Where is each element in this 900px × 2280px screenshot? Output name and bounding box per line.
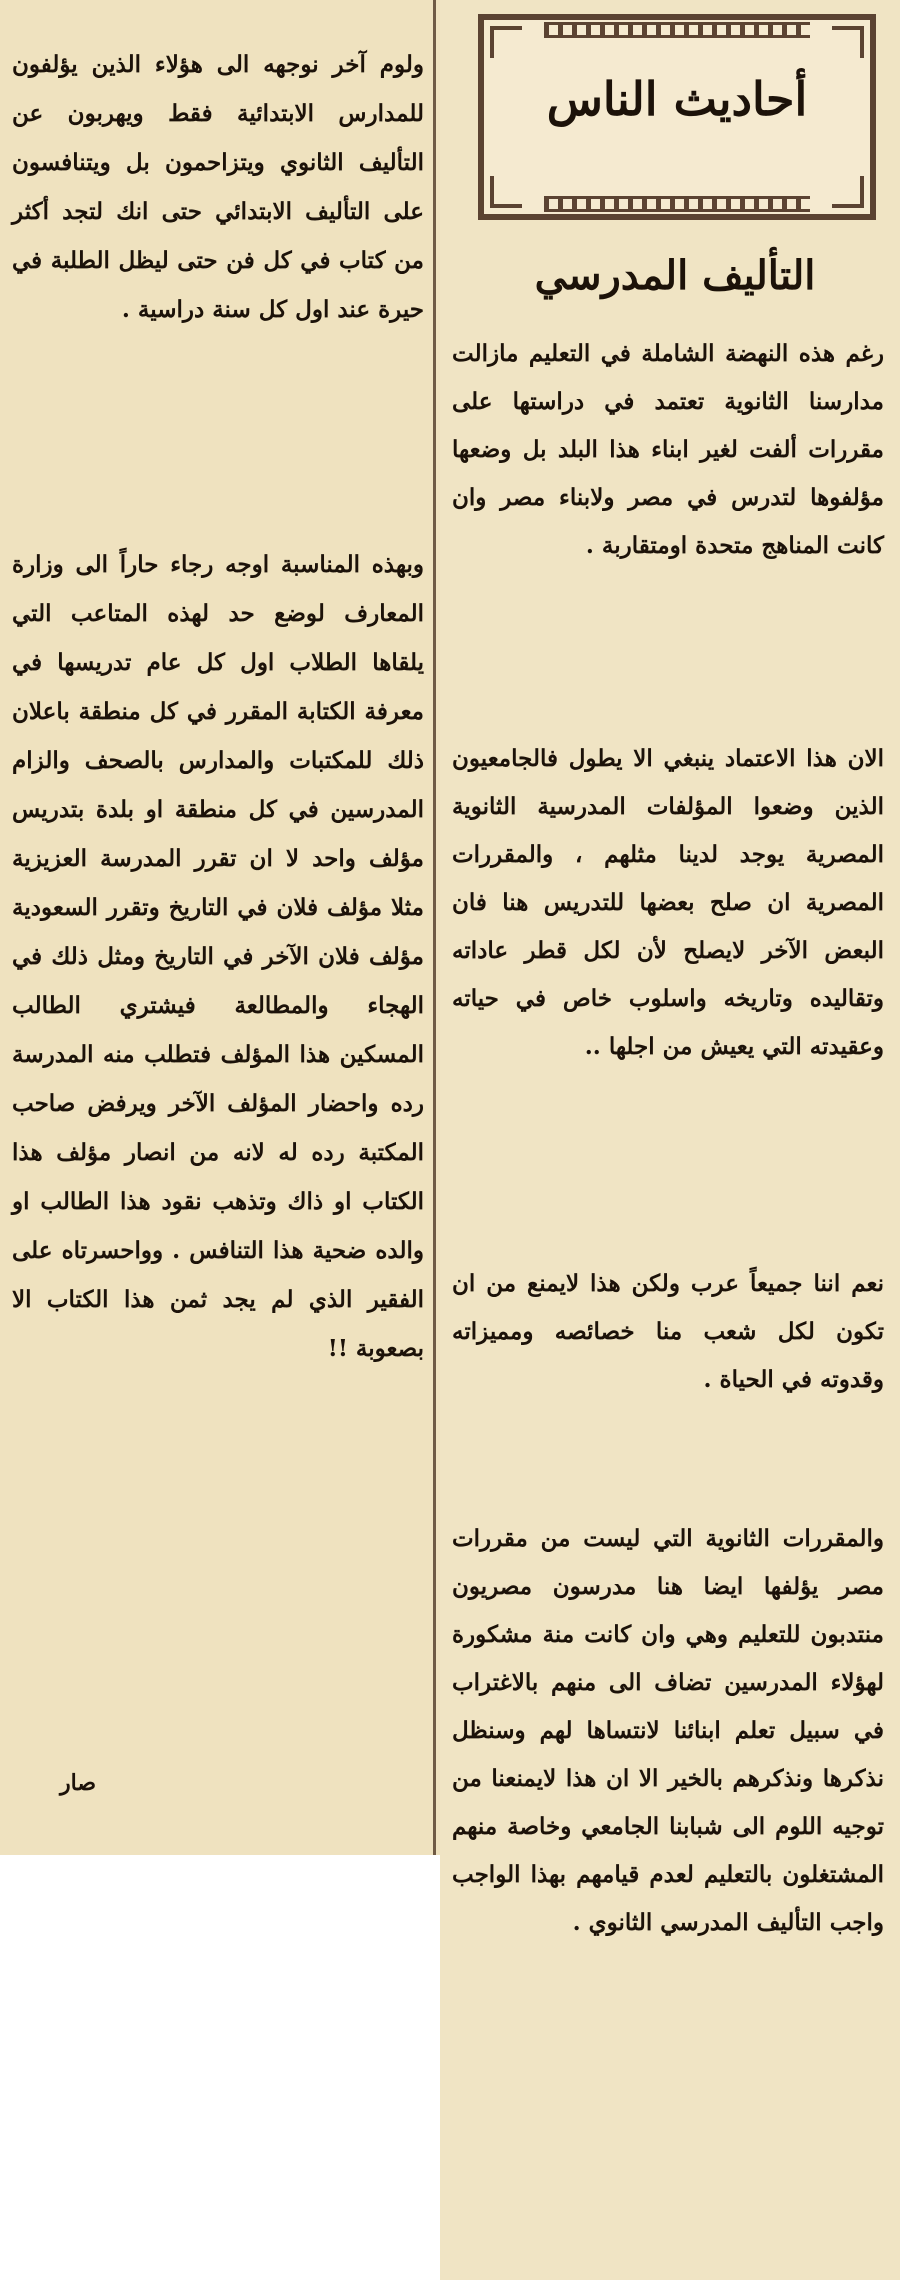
article-headline: التأليف المدرسي [534, 252, 816, 299]
right-paragraph-3: نعم اننا جميعاً عرب ولكن هذا لايمنع من ان تكون لكل شعب منا خصائصه ومميزاته وقدوته في الحياة . [452, 1270, 884, 1393]
masthead-frame [478, 14, 876, 220]
author-signature: صار [60, 1770, 97, 1796]
left-paragraph-1: ولوم آخر نوجهه الى هؤلاء الذين يؤلفون للمدارس الابتدائية فقط ويهربون عن التأليف الثانوي ويتزاحمون بل ويتنافسون على التأليف الابتدائي حتى انك لتجد أكثر من كتاب في كل فن حتى ليظل الطلبة في حيرة عند اول كل سنة دراسية . [12, 51, 424, 323]
left-paragraph-2: وبهذه المناسبة اوجه رجاء حاراً الى وزارة المعارف لوضع حد لهذه المتاعب التي يلقاها الطلاب اول كل عام تدريسها في معرفة الكتابة المقرر في كل منطقة باعلان ذلك للمكتبات والمدارس بالصحف والزام المدرسين في كل منطقة او بلدة بتدريس مؤلف واحد لا ان تقرر المدرسة العزيزية مثلا مؤلف فلان في التاريخ وتقرر السعودية مؤلف فلان الآخر في التاريخ ومثل ذلك في الهجاء والمطالعة فيشتري الطالب المسكين هذا المؤلف فتطلب منه المدرسة رده واحضار المؤلف الآخر ويرفض صاحب المكتبة رده له لانه من انصار مؤلف هذا الكتاب او ذاك وتذهب نقود هذا الطالب او والده ضحية هذا التنافس . وواحسرتاه على الفقير الذي لم يجد ثمن هذا الكتاب الا بصعوبة !! [12, 551, 424, 1362]
right-paragraph-4: والمقررات الثانوية التي ليست من مقررات مصر يؤلفها ايضا هنا مدرسون مصريون منتدبون للتعليم وهي وان كانت منة مشكورة لهؤلاء المدرسين تضاف الى منهم بالاغتراب في سبيل تعلم ابنائنا لانتساها لهم وسنظل نذكرها ونذكرهم بالخير الا ان هذا لايمنعنا من توجيه اللوم الى شبابنا الجامعي وخاصة منهم المشتغلون بالتعليم لعدم قيامهم بهذا الواجب واجب التأليف المدرسي الثانوي . [452, 1525, 884, 1936]
column-rule [433, 0, 436, 1855]
corner-ornament [490, 176, 522, 208]
fret-border-top [544, 22, 810, 38]
corner-ornament [832, 26, 864, 58]
corner-ornament [832, 176, 864, 208]
masthead-title: أحاديث الناس [546, 72, 808, 126]
right-paragraph-2: الان هذا الاعتماد ينبغي الا يطول فالجامعيون الذين وضعوا المؤلفات المدرسية الثانوية المصرية يوجد لدينا مثلهم ، والمقررات المصرية ان صلح بعضها للتدريس هنا فان البعض الآخر لايصلح لأن لكل قطر عاداته وتقاليده وتاريخه واسلوب خاص في حياته وعقيدته التي يعيش من اجلها .. [452, 745, 884, 1060]
right-paragraph-1: رغم هذه النهضة الشاملة في التعليم مازالت مدارسنا الثانوية تعتمد في دراستها على مقررات ألفت لغير ابناء هذا البلد بل وضعها مؤلفوها لتدرس في مصر ولابناء مصر وان كانت المناهج متحدة اومتقاربة . [452, 340, 884, 559]
corner-ornament [490, 26, 522, 58]
fret-border-bottom [544, 196, 810, 212]
